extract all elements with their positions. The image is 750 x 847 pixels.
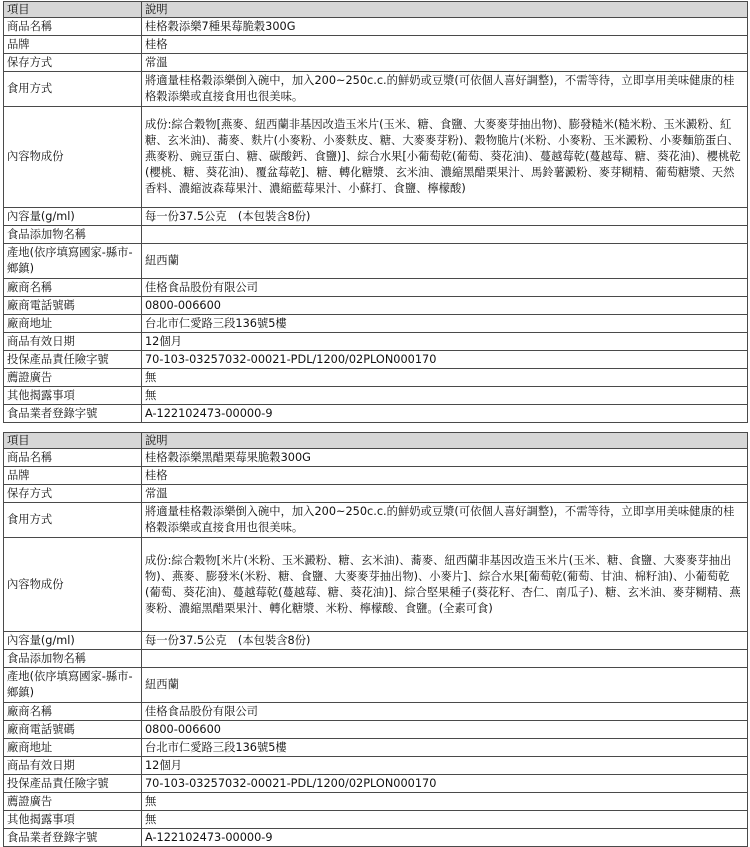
table-row <box>4 503 748 538</box>
row-field-label: 投保產品責任險字號 <box>4 351 142 369</box>
table-row <box>4 757 748 775</box>
table-row <box>4 333 748 351</box>
row-field-value: 桂格穀添樂黑醋栗莓果脆穀300G <box>142 449 748 467</box>
row-field-label: 投保產品責任險字號 <box>4 775 142 793</box>
row-field-label: 廠商名稱 <box>4 279 142 297</box>
table-row <box>4 632 748 650</box>
table-row <box>4 36 748 54</box>
row-field-label: 廠商電話號碼 <box>4 721 142 739</box>
row-field-label: 食品業者登錄字號 <box>4 829 142 847</box>
row-field-label: 產地(依序填寫國家-縣市-鄉鎮) <box>4 668 142 703</box>
row-field-value: 成份:綜合穀物[米片(米粉、玉米澱粉、糖、玄米油)、蕎麥、紐西蘭非基因改造玉米片(玉米、糖、食鹽、大麥麥芽抽出物)、燕麥、膨發米(米粉、糖、食鹽、大麥麥芽抽出物)、小麥片]、綜合水果[葡萄乾(葡萄、甘油、棉籽油)、小葡萄乾(葡萄、葵花油)、蔓越莓乾(蔓越莓、糖、葵花油)]、綜合堅果種子(葵花籽、杏仁、南瓜子)、糖、玄米油、麥芽糊精、燕麥粉、濃縮黑醋栗果汁、轉化糖漿、米粉、檸檬酸、食鹽。(全素可食) <box>142 538 748 632</box>
row-field-label: 產地(依序填寫國家-縣市-鄉鎮) <box>4 244 142 279</box>
row-field-value: 台北市仁愛路三段136號5樓 <box>142 739 748 757</box>
row-field-value <box>142 226 748 244</box>
row-field-value: 紐西蘭 <box>142 668 748 703</box>
table-row <box>4 811 748 829</box>
header-value-label: 說明 <box>142 2 748 18</box>
table-row <box>4 351 748 369</box>
row-field-value: 紐西蘭 <box>142 244 748 279</box>
table-row <box>4 369 748 387</box>
table-row <box>4 739 748 757</box>
row-field-value: 桂格 <box>142 36 748 54</box>
row-field-value: 常溫 <box>142 485 748 503</box>
table-row <box>4 279 748 297</box>
row-field-label: 商品有效日期 <box>4 757 142 775</box>
row-field-label: 內容量(g/ml) <box>4 208 142 226</box>
header-field-label: 項目 <box>4 2 142 18</box>
table-header-row <box>4 2 748 18</box>
row-field-value: 70-103-03257032-00021-PDL/1200/02PLON000170 <box>142 775 748 793</box>
row-field-label: 內容量(g/ml) <box>4 632 142 650</box>
row-field-label: 食品添加物名稱 <box>4 650 142 668</box>
row-field-label: 廠商地址 <box>4 315 142 333</box>
row-field-value: 無 <box>142 793 748 811</box>
table-row <box>4 829 748 847</box>
header-value-label: 說明 <box>142 433 748 449</box>
row-field-label: 薦證廣告 <box>4 369 142 387</box>
row-field-label: 商品名稱 <box>4 449 142 467</box>
row-field-value: 成份:綜合穀物[燕麥、紐西蘭非基因改造玉米片(玉米、糖、食鹽、大麥麥芽抽出物)、膨發糙米(糙米粉、玉米澱粉、紅糖、玄米油)、蕎麥、麩片(小麥粉、小麥麩皮、糖、大麥麥芽粉)、穀物脆片(米粉、小麥粉、玉米澱粉、小麥麵筋蛋白、燕麥粉、豌豆蛋白、糖、碳酸鈣、食鹽)]、綜合水果[小葡萄乾(葡萄、葵花油)、蔓越莓乾(蔓越莓、糖、葵花油)、櫻桃乾(櫻桃、糖、葵花油)、覆盆莓乾]、糖、轉化糖漿、玄米油、濃縮黑醋栗果汁、馬鈴薯澱粉、麥芽糊精、葡萄糖漿、天然香料、濃縮波森莓果汁、濃縮藍莓果汁、小蘇打、食鹽、檸檬酸) <box>142 107 748 208</box>
row-field-value: A-122102473-00000-9 <box>142 829 748 847</box>
table-row <box>4 538 748 632</box>
row-field-value: 佳格食品股份有限公司 <box>142 703 748 721</box>
row-field-label: 商品名稱 <box>4 18 142 36</box>
table-row <box>4 467 748 485</box>
table-row <box>4 226 748 244</box>
table-row <box>4 793 748 811</box>
row-field-label: 廠商電話號碼 <box>4 297 142 315</box>
row-field-value: 將適量桂格穀添樂倒入碗中，加入200~250c.c.的鮮奶或豆漿(可依個人喜好調整)，不需等待，立即享用美味健康的桂格穀添樂或直接食用也很美味。 <box>142 503 748 538</box>
table-row <box>4 650 748 668</box>
table-row <box>4 703 748 721</box>
row-field-value: 每一份37.5公克 (本包裝含8份) <box>142 208 748 226</box>
row-field-value <box>142 650 748 668</box>
row-field-label: 其他揭露事項 <box>4 387 142 405</box>
table-row <box>4 485 748 503</box>
product-spec-table-1 <box>3 1 748 423</box>
row-field-value: 12個月 <box>142 333 748 351</box>
row-field-label: 品牌 <box>4 36 142 54</box>
table-row <box>4 18 748 36</box>
table-row <box>4 315 748 333</box>
row-field-value: 無 <box>142 811 748 829</box>
row-field-label: 食品添加物名稱 <box>4 226 142 244</box>
row-field-label: 內容物成份 <box>4 107 142 208</box>
row-field-label: 商品有效日期 <box>4 333 142 351</box>
header-field-label: 項目 <box>4 433 142 449</box>
table-row <box>4 668 748 703</box>
row-field-label: 食用方式 <box>4 503 142 538</box>
row-field-label: 食品業者登錄字號 <box>4 405 142 423</box>
row-field-label: 保存方式 <box>4 54 142 72</box>
row-field-value: 無 <box>142 387 748 405</box>
row-field-value: 桂格 <box>142 467 748 485</box>
row-field-label: 品牌 <box>4 467 142 485</box>
row-field-value: 桂格穀添樂7種果莓脆穀300G <box>142 18 748 36</box>
row-field-value: 每一份37.5公克 (本包裝含8份) <box>142 632 748 650</box>
table-row <box>4 208 748 226</box>
table-row <box>4 387 748 405</box>
row-field-label: 其他揭露事項 <box>4 811 142 829</box>
table-header-row <box>4 433 748 449</box>
table-row <box>4 107 748 208</box>
row-field-value: 台北市仁愛路三段136號5樓 <box>142 315 748 333</box>
table-row <box>4 72 748 107</box>
row-field-label: 廠商名稱 <box>4 703 142 721</box>
row-field-value: 0800-006600 <box>142 297 748 315</box>
row-field-value: 常溫 <box>142 54 748 72</box>
table-row <box>4 449 748 467</box>
row-field-label: 保存方式 <box>4 485 142 503</box>
row-field-label: 薦證廣告 <box>4 793 142 811</box>
row-field-label: 廠商地址 <box>4 739 142 757</box>
row-field-label: 內容物成份 <box>4 538 142 632</box>
table-row <box>4 721 748 739</box>
product-spec-table-2 <box>3 432 748 847</box>
table-row <box>4 405 748 423</box>
table-row <box>4 775 748 793</box>
row-field-value: 無 <box>142 369 748 387</box>
row-field-value: 0800-006600 <box>142 721 748 739</box>
row-field-value: A-122102473-00000-9 <box>142 405 748 423</box>
row-field-value: 佳格食品股份有限公司 <box>142 279 748 297</box>
row-field-label: 食用方式 <box>4 72 142 107</box>
row-field-value: 將適量桂格穀添樂倒入碗中，加入200~250c.c.的鮮奶或豆漿(可依個人喜好調整)，不需等待，立即享用美味健康的桂格穀添樂或直接食用也很美味。 <box>142 72 748 107</box>
table-row <box>4 297 748 315</box>
table-row <box>4 244 748 279</box>
table-row <box>4 54 748 72</box>
row-field-value: 70-103-03257032-00021-PDL/1200/02PLON000170 <box>142 351 748 369</box>
row-field-value: 12個月 <box>142 757 748 775</box>
